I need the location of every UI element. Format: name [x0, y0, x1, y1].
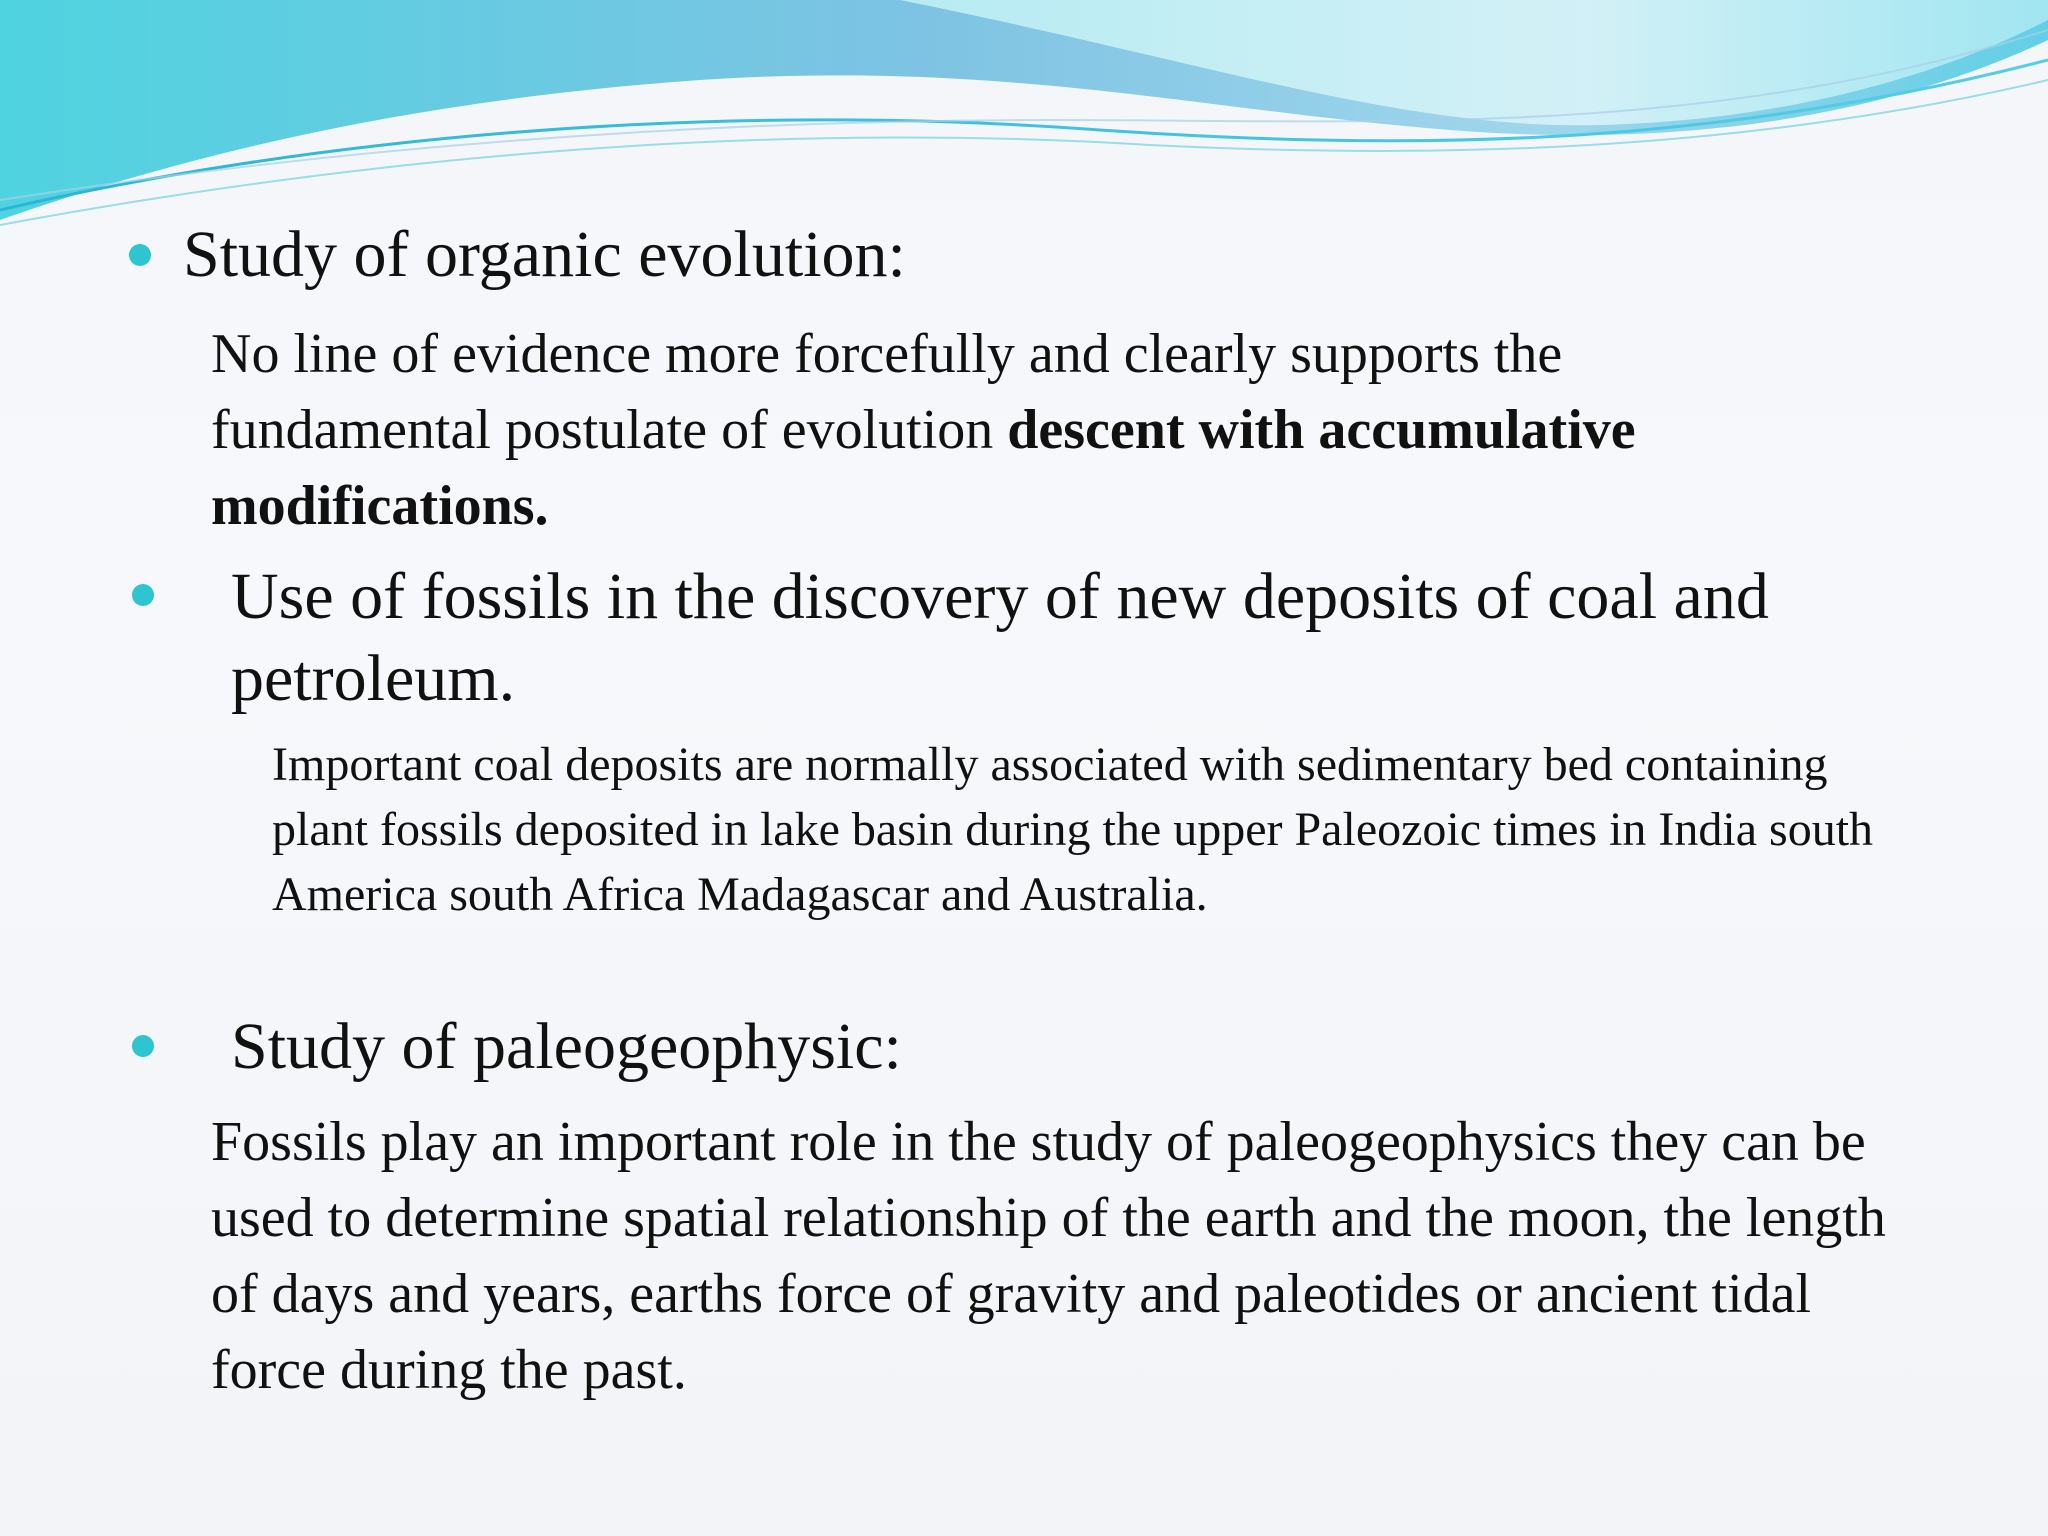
section-1-body-plain: No line of evidence more forcefully and clearly supports the fundamental postulate of evolution [211, 323, 1563, 461]
section-3-heading: Study of paleogeophysic: [231, 1010, 902, 1083]
bullet-2-dot [132, 584, 154, 606]
section-2-heading: Use of fossils in the discovery of new deposits of coal and petroleum. [231, 560, 1769, 715]
section-1-body-bold: descent with accumulative modifications. [211, 399, 1636, 537]
section-1-heading: Study of organic evolution: [183, 218, 906, 291]
section-2-body: Important coal deposits are normally associated with sedimentary bed containing plant fossils deposited in lake basin during the upper Paleozoic times in India south America south Africa Madagascar and Australia. [272, 738, 1874, 921]
bullet-3-dot [132, 1035, 154, 1057]
section-1-body [211, 316, 1831, 544]
section-3-body: Fossils play an important role in the study of paleogeophysics they can be used to determine spatial relationship of the earth and the moon, the length of days and years, earths force of gravity and paleotides or ancient tidal force during the past. [211, 1111, 1886, 1401]
bullet-1-dot [129, 244, 151, 266]
